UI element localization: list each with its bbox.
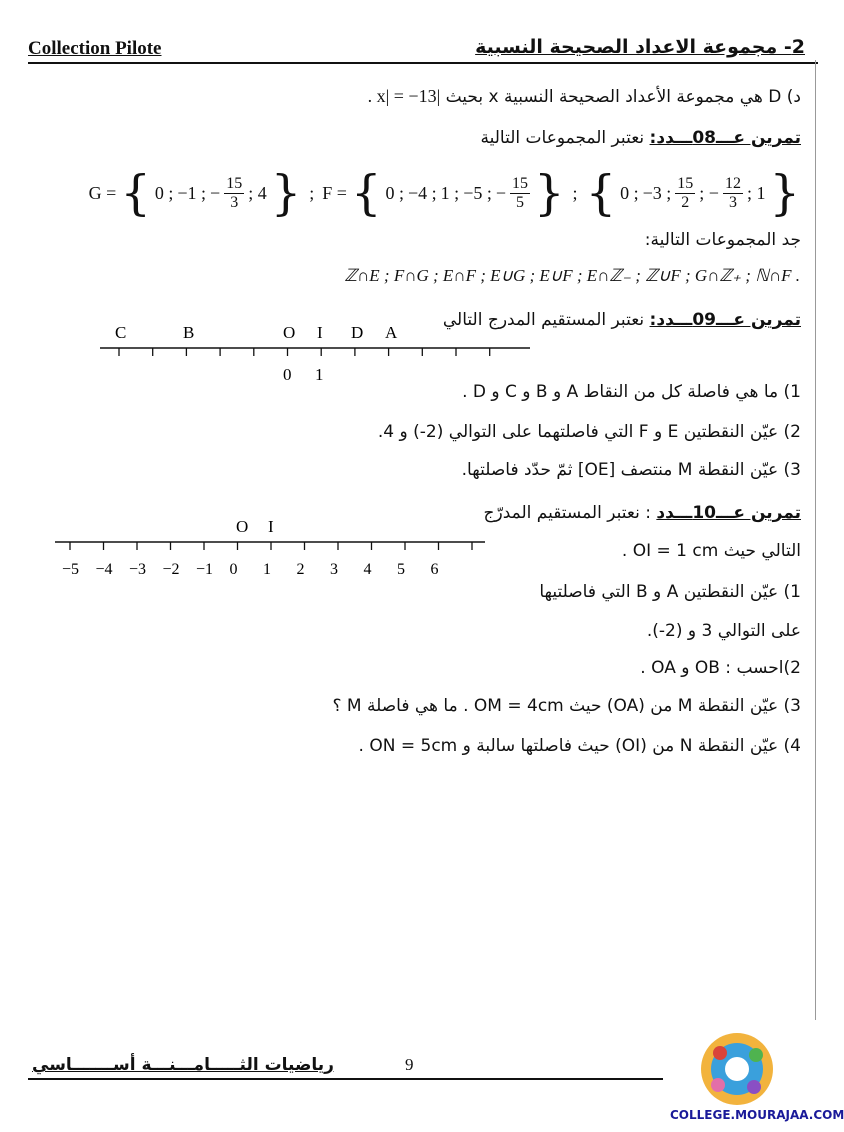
site-logo [692, 1025, 782, 1107]
fraction-numerator: 15 [512, 174, 528, 192]
set-f-name: F = [322, 182, 347, 203]
set-g-item: −1 ; [177, 182, 207, 203]
exercise-08-title: تمرين عـــ08ـــدد: [649, 128, 801, 148]
exercise-10-q4: 4) عيّن النقطة N من (OI) حيث فاصلتها سالبة و ON = 5cm . [358, 736, 801, 756]
set-e-fraction [675, 175, 695, 212]
header-divider [28, 62, 818, 64]
fraction-denominator: 5 [516, 193, 524, 211]
set-g-item: 0 ; [154, 182, 174, 203]
axis-number: 0 [229, 561, 238, 578]
logo-dot-icon [711, 1078, 725, 1092]
find-sets-text: جد المجموعات التالية: [644, 230, 801, 250]
item-d-math: |x| = −13 . [367, 86, 441, 106]
number-line-10 [50, 512, 490, 580]
point-label-a: A [385, 323, 398, 342]
exercise-09-intro: نعتبر المستقيم المدرج التالي [442, 310, 645, 330]
fraction-numerator: 15 [677, 174, 694, 192]
exercise-10-heading [484, 503, 801, 523]
right-brace-icon: } [769, 165, 800, 221]
item-d-text: د) D هي مجموعة الأعداد الصحيحة النسبية x بحيث [445, 87, 801, 107]
header-collection-title: Collection Pilote [28, 38, 162, 59]
set-f-item: −5 ; [463, 182, 492, 203]
fraction-denominator: 3 [230, 193, 239, 211]
set-f-item: − [495, 182, 506, 203]
sets-row [60, 164, 800, 222]
axis-number: 3 [330, 561, 338, 578]
point-label-i: I [317, 323, 323, 342]
separator: ; [572, 182, 578, 203]
separator: ; − [699, 182, 719, 203]
axis-number: 6 [430, 561, 439, 578]
set-e [585, 165, 800, 221]
point-label-b: B [183, 323, 195, 342]
left-brace-icon: { [120, 165, 151, 221]
axis-number: 2 [296, 561, 305, 578]
exercise-10-q2: 2)احسب : OB و OA . [640, 658, 801, 678]
exercise-10-q1b: على التوالي 3 و (2-). [646, 621, 801, 641]
fraction-denominator: 2 [681, 193, 690, 211]
axis-number: −5 [62, 561, 80, 578]
exercise-10-intro-continued: التالي حيث OI = 1 cm . [621, 541, 801, 561]
exercise-10-title: تمرين عـــ10ـــدد [656, 503, 801, 523]
axis-number: −1 [196, 561, 214, 578]
set-f [322, 165, 565, 221]
logo-dot-icon [747, 1080, 761, 1094]
exercise-10-q3: 3) عيّن النقطة M من (OA) حيث OM = 4cm . ما هي فاصلة M ؟ [332, 696, 801, 716]
axis-number: 4 [363, 561, 372, 578]
site-url[interactable]: COLLEGE.MOURAJAA.COM [670, 1108, 844, 1122]
fraction-numerator: 12 [724, 174, 741, 192]
axis-number: −2 [162, 561, 180, 578]
logo-dot-icon [713, 1046, 727, 1060]
point-label-o: O [283, 323, 296, 342]
left-brace-icon: { [350, 165, 382, 221]
set-operations-list: ℤ∩E ; F∩G ; E∩F ; E∪G ; E∪F ; E∩ℤ₋ ; ℤ∪F ; G∩ℤ₊ ; ℕ∩F . [344, 266, 800, 285]
header-chapter-title: 2- مجموعة الاعداد الصحيحة النسبية [475, 36, 805, 58]
set-g-name: G = [88, 182, 117, 203]
footer-divider [28, 1078, 663, 1080]
exercise-10-q1a: 1) عيّن النقطتين A و B التي فاصلتيها [539, 582, 801, 602]
axis-number: −4 [95, 561, 113, 578]
point-label-i: I [268, 517, 274, 536]
set-f-item: −4 ; [408, 182, 437, 203]
set-f-item: 0 ; [385, 182, 405, 203]
left-brace-icon: { [585, 165, 617, 221]
exercise-09-q2: 2) عيّن النقطتين E و F التي فاصلتهما على التوالي (2-) و 4. [377, 422, 801, 442]
set-f-fraction [510, 175, 530, 212]
set-g [88, 165, 302, 221]
exercise-08-intro: نعتبر المجموعات التالية [480, 128, 645, 148]
separator: ; [309, 182, 315, 203]
exercise-09-title: تمرين عـــ09ـــدد: [649, 310, 801, 330]
number-line-09 [95, 318, 535, 388]
right-brace-icon: } [534, 165, 565, 221]
axis-number-1: 1 [315, 365, 324, 384]
point-label-o: O [236, 517, 249, 536]
set-g-item: ; 4 [248, 182, 267, 203]
fraction-denominator: 3 [728, 193, 737, 211]
set-f-item: 1 ; [440, 182, 460, 203]
exercise-09-q3: 3) عيّن النقطة M منتصف [OE] ثمّ حدّد فاصلتها. [461, 460, 801, 480]
page-number: 9 [405, 1055, 414, 1074]
axis-number: 5 [397, 561, 405, 578]
fraction-numerator: 15 [226, 174, 243, 192]
point-label-c: C [115, 323, 127, 342]
logo-dot-icon [749, 1048, 763, 1062]
exercise-09-q1: 1) ما هي فاصلة كل من النقاط A و B و C و D . [462, 382, 801, 402]
set-g-fraction [224, 175, 244, 212]
set-e-fraction [723, 175, 743, 212]
axis-number: 1 [263, 561, 271, 578]
logo-center-icon [725, 1057, 749, 1081]
right-margin-line [815, 60, 816, 1020]
set-g-item: − [210, 182, 221, 203]
axis-number: −3 [129, 561, 147, 578]
exercise-10-intro: : نعتبر المستقيم المدرّج [483, 503, 651, 523]
set-e-item: 0 ; [620, 182, 639, 203]
right-brace-icon: } [270, 165, 302, 221]
point-label-d: D [351, 323, 364, 342]
footer-title: رياضيات الثـــــامـــنـــة أســـــــاسي [32, 1055, 334, 1075]
set-e-item: ; 1 [746, 182, 766, 203]
set-e-item: −3 ; [642, 182, 672, 203]
axis-number-0: 0 [283, 365, 292, 384]
exercise-08-heading [480, 128, 801, 148]
item-d-line [368, 86, 801, 107]
